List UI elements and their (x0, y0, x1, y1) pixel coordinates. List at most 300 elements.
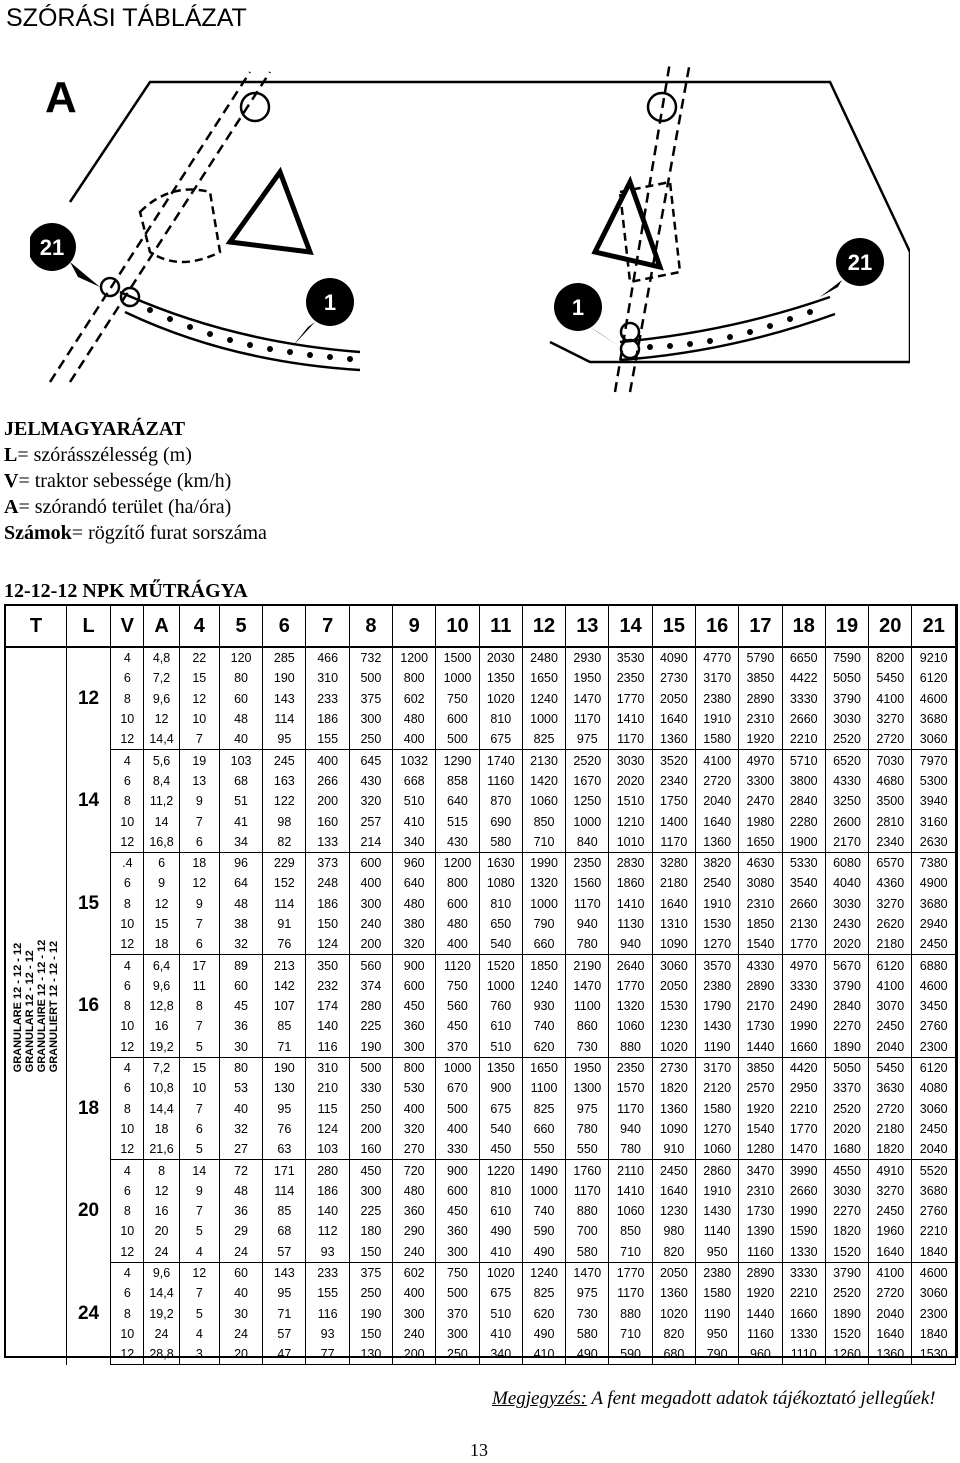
table-cell: 98 (263, 811, 306, 831)
table-cell: 780 (566, 1119, 609, 1139)
table-cell: 16 (144, 1201, 179, 1221)
table-cell: 38 (219, 914, 262, 934)
table-cell: 1500 (436, 647, 479, 668)
table-row (6, 1344, 956, 1365)
table-cell: 1660 (782, 1304, 825, 1324)
table-cell: 1190 (696, 1037, 739, 1058)
table-cell: 3850 (739, 1057, 782, 1078)
table-cell: 6 (179, 1119, 219, 1139)
table-cell: 760 (479, 996, 522, 1016)
table-cell: 200 (349, 934, 392, 955)
table-cell: 143 (263, 1262, 306, 1283)
table-cell: 540 (479, 934, 522, 955)
table-row (6, 1139, 956, 1160)
column-header: 4 (179, 606, 219, 647)
table-cell: 4100 (696, 750, 739, 771)
table-cell: 1170 (609, 1283, 652, 1303)
table-cell: 7 (179, 1099, 219, 1119)
legend-heading: JELMAGYARÁZAT (4, 418, 186, 440)
table-cell: 3820 (696, 852, 739, 873)
table-cell: 174 (306, 996, 349, 1016)
table-cell: 4,8 (144, 647, 179, 668)
table-cell: 1060 (609, 1201, 652, 1221)
product-type-cell (6, 647, 66, 1365)
table-cell: 960 (393, 852, 436, 873)
table-cell: 4360 (869, 873, 912, 893)
table-cell: 668 (393, 771, 436, 791)
table-cell: 580 (566, 1324, 609, 1344)
table-cell: 6 (144, 852, 179, 873)
width-cell: 15 (66, 852, 110, 954)
page-title: SZÓRÁSI TÁBLÁZAT (6, 4, 247, 32)
table-cell: 3790 (825, 976, 868, 996)
table-cell: 800 (393, 668, 436, 688)
table-cell: 122 (263, 791, 306, 811)
table-row (6, 1242, 956, 1263)
table-cell: 180 (349, 1221, 392, 1241)
table-cell: 1100 (522, 1078, 565, 1098)
table-cell: 8200 (869, 647, 912, 668)
table-cell: 300 (393, 1037, 436, 1058)
table-cell: 1320 (609, 996, 652, 1016)
table-cell: 6120 (869, 955, 912, 976)
table-cell: 2340 (652, 771, 695, 791)
table-cell: 1540 (739, 1119, 782, 1139)
table-cell: 1980 (739, 811, 782, 831)
table-row (6, 934, 956, 955)
table-cell: 24 (144, 1324, 179, 1344)
table-cell: 2450 (869, 1201, 912, 1221)
table-cell: 2810 (869, 811, 912, 831)
table-cell: 3800 (782, 771, 825, 791)
table-cell: 9,6 (144, 976, 179, 996)
column-header: 20 (869, 606, 912, 647)
table-cell: 710 (522, 832, 565, 853)
table-cell: 163 (263, 771, 306, 791)
table-cell: 1360 (652, 729, 695, 750)
table-cell: 1360 (696, 832, 739, 853)
table-cell: 380 (393, 914, 436, 934)
table-cell: 3330 (782, 976, 825, 996)
table-cell: 12 (179, 1262, 219, 1283)
table-cell: 5 (179, 1037, 219, 1058)
table-cell: 15 (144, 914, 179, 934)
table-cell: 680 (652, 1344, 695, 1365)
table-cell: 40 (219, 1099, 262, 1119)
table-cell: 60 (219, 976, 262, 996)
table-cell: 1960 (869, 1221, 912, 1241)
table-cell: 850 (609, 1221, 652, 1241)
table-cell: 7 (179, 729, 219, 750)
table-cell: 3680 (912, 709, 956, 729)
table-cell: 1100 (566, 996, 609, 1016)
table-cell: 510 (393, 791, 436, 811)
table-cell: 6120 (912, 668, 956, 688)
legend (4, 416, 267, 546)
table-cell: 3450 (912, 996, 956, 1016)
table-cell: 80 (219, 668, 262, 688)
table-cell: 19 (179, 750, 219, 771)
table-cell: 1650 (739, 832, 782, 853)
table-row (6, 976, 956, 996)
table-cell: 6880 (912, 955, 956, 976)
table-cell: 4600 (912, 976, 956, 996)
table-cell: 3270 (869, 894, 912, 914)
table-cell: 900 (393, 955, 436, 976)
table-cell: 3170 (696, 668, 739, 688)
table-cell: 1270 (696, 1119, 739, 1139)
table-cell: 1950 (566, 668, 609, 688)
table-cell: 880 (609, 1304, 652, 1324)
table-cell: 1200 (436, 852, 479, 873)
table-cell: 1430 (696, 1201, 739, 1221)
table-cell: 960 (739, 1344, 782, 1365)
table-cell: 5,6 (144, 750, 179, 771)
legend-item: Számok= rögzítő furat sorszáma (4, 522, 267, 544)
table-row (6, 873, 956, 893)
table-cell: 3030 (609, 750, 652, 771)
table-cell: 5710 (782, 750, 825, 771)
table-cell: 95 (263, 729, 306, 750)
table-cell: 1300 (566, 1078, 609, 1098)
table-cell: 1920 (739, 729, 782, 750)
table-cell: 10 (111, 1016, 144, 1036)
table-cell: 910 (652, 1139, 695, 1160)
table-cell: 2450 (912, 1119, 956, 1139)
table-cell: 580 (566, 1242, 609, 1263)
table-cell: 3060 (912, 1283, 956, 1303)
table-cell: 3080 (739, 873, 782, 893)
table-cell: 22 (179, 647, 219, 668)
table-row (6, 1262, 956, 1283)
table-cell: 550 (522, 1139, 565, 1160)
table-cell: 2600 (825, 811, 868, 831)
table-cell: 1770 (782, 1119, 825, 1139)
table-cell: 850 (522, 811, 565, 831)
table-cell: 2050 (652, 976, 695, 996)
width-cell: 14 (66, 750, 110, 852)
table-cell: 190 (349, 1037, 392, 1058)
table-cell: 2170 (739, 996, 782, 1016)
table-cell: 660 (522, 1119, 565, 1139)
table-cell: 1470 (782, 1139, 825, 1160)
table-cell: 840 (566, 832, 609, 853)
width-cell: 20 (66, 1160, 110, 1262)
table-cell: 2520 (566, 750, 609, 771)
table-cell: 250 (436, 1344, 479, 1365)
table-cell: 8 (111, 1099, 144, 1119)
table-cell: 6 (179, 934, 219, 955)
table-cell: 810 (479, 709, 522, 729)
table-cell: 4 (111, 955, 144, 976)
table-cell: 7 (179, 1016, 219, 1036)
table-row (6, 1037, 956, 1058)
table-cell: 530 (393, 1078, 436, 1098)
table-cell: 93 (306, 1242, 349, 1263)
table-cell: 373 (306, 852, 349, 873)
table-cell: 9210 (912, 647, 956, 668)
table-cell: 17 (179, 955, 219, 976)
table-cell: 10 (111, 1324, 144, 1344)
table-cell: 63 (263, 1139, 306, 1160)
table-cell: 9 (144, 873, 179, 893)
table-cell: 3280 (652, 852, 695, 873)
table-cell: 15 (179, 1057, 219, 1078)
table-cell: 400 (306, 750, 349, 771)
table-cell: 3470 (739, 1160, 782, 1181)
table-cell: 103 (219, 750, 262, 771)
table-cell: 510 (479, 1037, 522, 1058)
table-cell: 1350 (479, 1057, 522, 1078)
table-cell: 1760 (566, 1160, 609, 1181)
table-cell: 233 (306, 1262, 349, 1283)
table-cell: 2890 (739, 976, 782, 996)
table-cell: 140 (306, 1016, 349, 1036)
table-cell: 450 (393, 996, 436, 1016)
table-row (6, 1324, 956, 1344)
table-cell: 1170 (566, 894, 609, 914)
table-cell: 1640 (869, 1242, 912, 1263)
table-cell: 500 (349, 668, 392, 688)
table-cell: 233 (306, 689, 349, 709)
table-cell: 6520 (825, 750, 868, 771)
table-cell: 940 (609, 1119, 652, 1139)
table-cell: 300 (349, 1181, 392, 1201)
table-row (6, 1119, 956, 1139)
table-cell: 142 (263, 976, 306, 996)
table-row (6, 955, 956, 976)
table-cell: 410 (522, 1344, 565, 1365)
table-cell: 1470 (566, 689, 609, 709)
table-cell: 2730 (652, 668, 695, 688)
table-cell: 36 (219, 1016, 262, 1036)
table-cell: 340 (479, 1344, 522, 1365)
table-cell: 860 (566, 1016, 609, 1036)
table-cell: 229 (263, 852, 306, 873)
table-cell: 30 (219, 1037, 262, 1058)
table-cell: 1290 (436, 750, 479, 771)
table-cell: 2490 (782, 996, 825, 1016)
table-row (6, 689, 956, 709)
table-cell: 1920 (739, 1099, 782, 1119)
table-cell: 1230 (652, 1016, 695, 1036)
table-cell: 16,8 (144, 832, 179, 853)
table-cell: 900 (479, 1078, 522, 1098)
table-cell: 24 (219, 1324, 262, 1344)
table-cell: 1000 (479, 976, 522, 996)
column-header: T (6, 606, 66, 647)
table-cell: 4970 (739, 750, 782, 771)
column-header: 13 (566, 606, 609, 647)
table-cell: 1640 (652, 1181, 695, 1201)
table-cell: 490 (479, 1221, 522, 1241)
table-cell: 1530 (912, 1344, 956, 1365)
table-cell: 1440 (739, 1304, 782, 1324)
table-cell: 2210 (782, 1099, 825, 1119)
table-cell: 10 (179, 709, 219, 729)
table-cell: 940 (566, 914, 609, 934)
table-cell: 240 (393, 1324, 436, 1344)
table-cell: 140 (306, 1201, 349, 1221)
table-cell: 825 (522, 1283, 565, 1303)
table-cell: 1000 (522, 1181, 565, 1201)
spreading-table (4, 604, 958, 1362)
table-cell: 8 (144, 1160, 179, 1181)
table-cell: 825 (522, 729, 565, 750)
table-cell: 500 (349, 1057, 392, 1078)
table-cell: 3300 (739, 771, 782, 791)
table-cell: 9 (179, 791, 219, 811)
table-cell: 3060 (652, 955, 695, 976)
table-row (6, 750, 956, 771)
table-cell: 620 (522, 1304, 565, 1324)
table-cell: 1430 (696, 1016, 739, 1036)
table-cell: 214 (349, 832, 392, 853)
table-cell: 480 (436, 914, 479, 934)
column-header: 18 (782, 606, 825, 647)
table-cell: 1640 (869, 1324, 912, 1344)
table-cell: 430 (349, 771, 392, 791)
table-cell: 820 (652, 1324, 695, 1344)
table-cell: 645 (349, 750, 392, 771)
table-cell: 6 (179, 832, 219, 853)
table-cell: 2450 (869, 1016, 912, 1036)
table-cell: 14,4 (144, 729, 179, 750)
table-cell: 1020 (652, 1304, 695, 1324)
table-cell: 5 (179, 1304, 219, 1324)
table-cell: 560 (436, 996, 479, 1016)
table-cell: 1410 (609, 894, 652, 914)
table-cell: 3850 (739, 668, 782, 688)
table-cell: 1950 (566, 1057, 609, 1078)
table-cell: 1170 (609, 729, 652, 750)
table-cell: 1840 (912, 1324, 956, 1344)
table-cell: 810 (479, 1181, 522, 1201)
table-cell: 32 (219, 934, 262, 955)
table-cell: 1770 (609, 1262, 652, 1283)
table-cell: 410 (393, 811, 436, 831)
table-cell: 200 (349, 1119, 392, 1139)
table-cell: 51 (219, 791, 262, 811)
diagram-panel-label: A (45, 73, 77, 122)
table-cell: 2520 (825, 1099, 868, 1119)
callout-1-right: 1 (571, 295, 585, 320)
table-cell: 12 (111, 1344, 144, 1365)
table-row (6, 852, 956, 873)
table-cell: 3330 (782, 1262, 825, 1283)
table-cell: 1650 (522, 1057, 565, 1078)
table-cell: 7030 (869, 750, 912, 771)
table-cell: 370 (436, 1037, 479, 1058)
table-cell: 1410 (609, 709, 652, 729)
table-cell: 6080 (825, 852, 868, 873)
table-cell: 29 (219, 1221, 262, 1241)
table-cell: 60 (219, 689, 262, 709)
table-cell: 4630 (739, 852, 782, 873)
table-cell: 1580 (696, 729, 739, 750)
table-cell: 2310 (739, 1181, 782, 1201)
table-cell: 800 (393, 1057, 436, 1078)
table-cell: 10 (111, 709, 144, 729)
table-cell: 7,2 (144, 1057, 179, 1078)
table-cell: 1000 (436, 668, 479, 688)
table-cell: 2050 (652, 1262, 695, 1283)
table-cell: 1020 (479, 1262, 522, 1283)
table-cell: 2860 (696, 1160, 739, 1181)
table-row (6, 1201, 956, 1221)
table-cell: 1520 (825, 1324, 868, 1344)
table-cell: 930 (522, 996, 565, 1016)
table-cell: 600 (436, 1181, 479, 1201)
table-cell: 1000 (436, 1057, 479, 1078)
table-row (6, 1283, 956, 1303)
table-cell: 3940 (912, 791, 956, 811)
table-cell: 2020 (825, 934, 868, 955)
table-cell: 1170 (609, 1099, 652, 1119)
table-cell: 1060 (522, 791, 565, 811)
column-header: 19 (825, 606, 868, 647)
table-cell: 1820 (869, 1139, 912, 1160)
table-cell: 1032 (393, 750, 436, 771)
table-cell: 1170 (566, 1181, 609, 1201)
table-cell: 4600 (912, 1262, 956, 1283)
table-cell: 2110 (609, 1160, 652, 1181)
table-cell: 14,4 (144, 1099, 179, 1119)
table-cell: 21,6 (144, 1139, 179, 1160)
table-cell: 133 (306, 832, 349, 853)
table-cell: 1190 (696, 1304, 739, 1324)
column-header: 8 (349, 606, 392, 647)
table-cell: 20 (219, 1344, 262, 1365)
table-cell: 171 (263, 1160, 306, 1181)
table-cell: 330 (436, 1139, 479, 1160)
table-cell: 1850 (739, 914, 782, 934)
table-cell: 5520 (912, 1160, 956, 1181)
table-cell: 675 (479, 1283, 522, 1303)
column-header: L (66, 606, 110, 647)
table-cell: 1270 (696, 934, 739, 955)
table-cell: 1510 (609, 791, 652, 811)
table-cell: 1590 (782, 1221, 825, 1241)
column-header: 5 (219, 606, 262, 647)
table-cell: 820 (652, 1242, 695, 1263)
table-row (6, 1221, 956, 1241)
column-header: 12 (522, 606, 565, 647)
table-cell: 490 (522, 1324, 565, 1344)
table-cell: 1230 (652, 1201, 695, 1221)
table-cell: 370 (436, 1304, 479, 1324)
table-cell: 1990 (782, 1016, 825, 1036)
table-cell: 2190 (566, 955, 609, 976)
table-cell: 248 (306, 873, 349, 893)
table-cell: 10 (111, 914, 144, 934)
table-cell: 300 (436, 1324, 479, 1344)
table-cell: 12 (111, 1242, 144, 1263)
table-cell: 7590 (825, 647, 868, 668)
table-cell: 730 (566, 1304, 609, 1324)
table-cell: 1630 (479, 852, 522, 873)
table-cell: 1730 (739, 1201, 782, 1221)
table-cell: 12 (144, 1181, 179, 1201)
table-cell: 124 (306, 1119, 349, 1139)
table-cell: 740 (522, 1016, 565, 1036)
table-cell: 266 (306, 771, 349, 791)
table-cell: 500 (436, 1283, 479, 1303)
table-row (6, 1099, 956, 1119)
table-cell: 91 (263, 914, 306, 934)
table-cell: 1910 (696, 894, 739, 914)
table-row (6, 771, 956, 791)
